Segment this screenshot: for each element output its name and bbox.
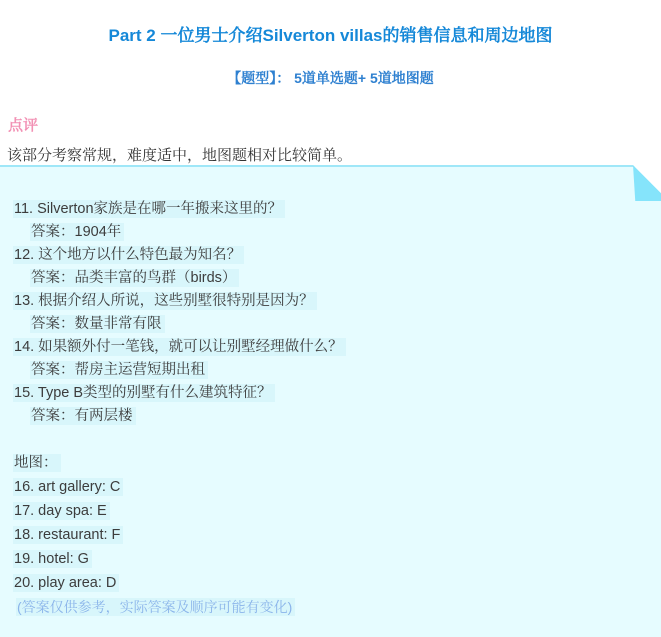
map-item-text: 18. restaurant: F [13, 526, 123, 544]
map-answers-section [13, 451, 647, 595]
map-item-text: 17. day spa: E [13, 502, 110, 520]
answer-text: 答案：数量非常有限 [30, 315, 165, 333]
map-heading-text: 地图： [13, 454, 61, 472]
answer-line [13, 313, 647, 336]
answer-text: 答案：1904年 [30, 223, 124, 241]
answer-text: 答案：有两层楼 [30, 407, 136, 425]
question-line [13, 244, 647, 267]
question-text: 13. 根据介绍人所说，这些别墅很特别是因为？ [13, 292, 317, 310]
answer-line [13, 267, 647, 290]
question-line [13, 198, 647, 221]
map-item-line [13, 499, 647, 523]
map-item-line [13, 523, 647, 547]
map-item-line [13, 547, 647, 571]
question-line [13, 290, 647, 313]
map-item-text: 16. art gallery: C [13, 478, 123, 496]
disclaimer-text: (答案仅供参考，实际答案及顺序可能有变化) [16, 598, 295, 616]
disclaimer-note [13, 595, 647, 619]
review-section [8, 114, 661, 165]
map-item-text: 20. play area: D [13, 574, 119, 592]
question-text: 15. Type B类型的别墅有什么建筑特征？ [13, 384, 275, 402]
review-heading: 点评 [8, 117, 39, 134]
answer-text: 答案：品类丰富的鸟群（birds） [30, 269, 239, 287]
folded-corner-decoration [633, 165, 661, 201]
map-heading [13, 451, 647, 475]
map-item-line [13, 475, 647, 499]
review-comment: 该部分考察常规，难度适中，地图题相对比较简单。 [7, 147, 353, 164]
question-line [13, 336, 647, 359]
answer-text: 答案：帮房主运营短期出租 [30, 361, 208, 379]
map-item-text: 19. hotel: G [13, 550, 92, 568]
map-item-line [13, 571, 647, 595]
question-text: 12. 这个地方以什么特色最为知名？ [13, 246, 244, 264]
question-type-line: 【题型】： 5道单选题+ 5道地图题 [227, 70, 434, 86]
question-line [13, 382, 647, 405]
question-text: 14. 如果额外付一笔钱，就可以让别墅经理做什么？ [13, 338, 346, 356]
page-title: Part 2 一位男士介绍Silverton villas的销售信息和周边地图 [108, 26, 553, 45]
question-text: 11. Silverton家族是在哪一年搬来这里的？ [13, 200, 285, 218]
answer-line [13, 359, 647, 382]
answers-panel [0, 165, 661, 637]
answer-line [13, 221, 647, 244]
question-answer-list [13, 198, 647, 428]
answer-line [13, 405, 647, 428]
